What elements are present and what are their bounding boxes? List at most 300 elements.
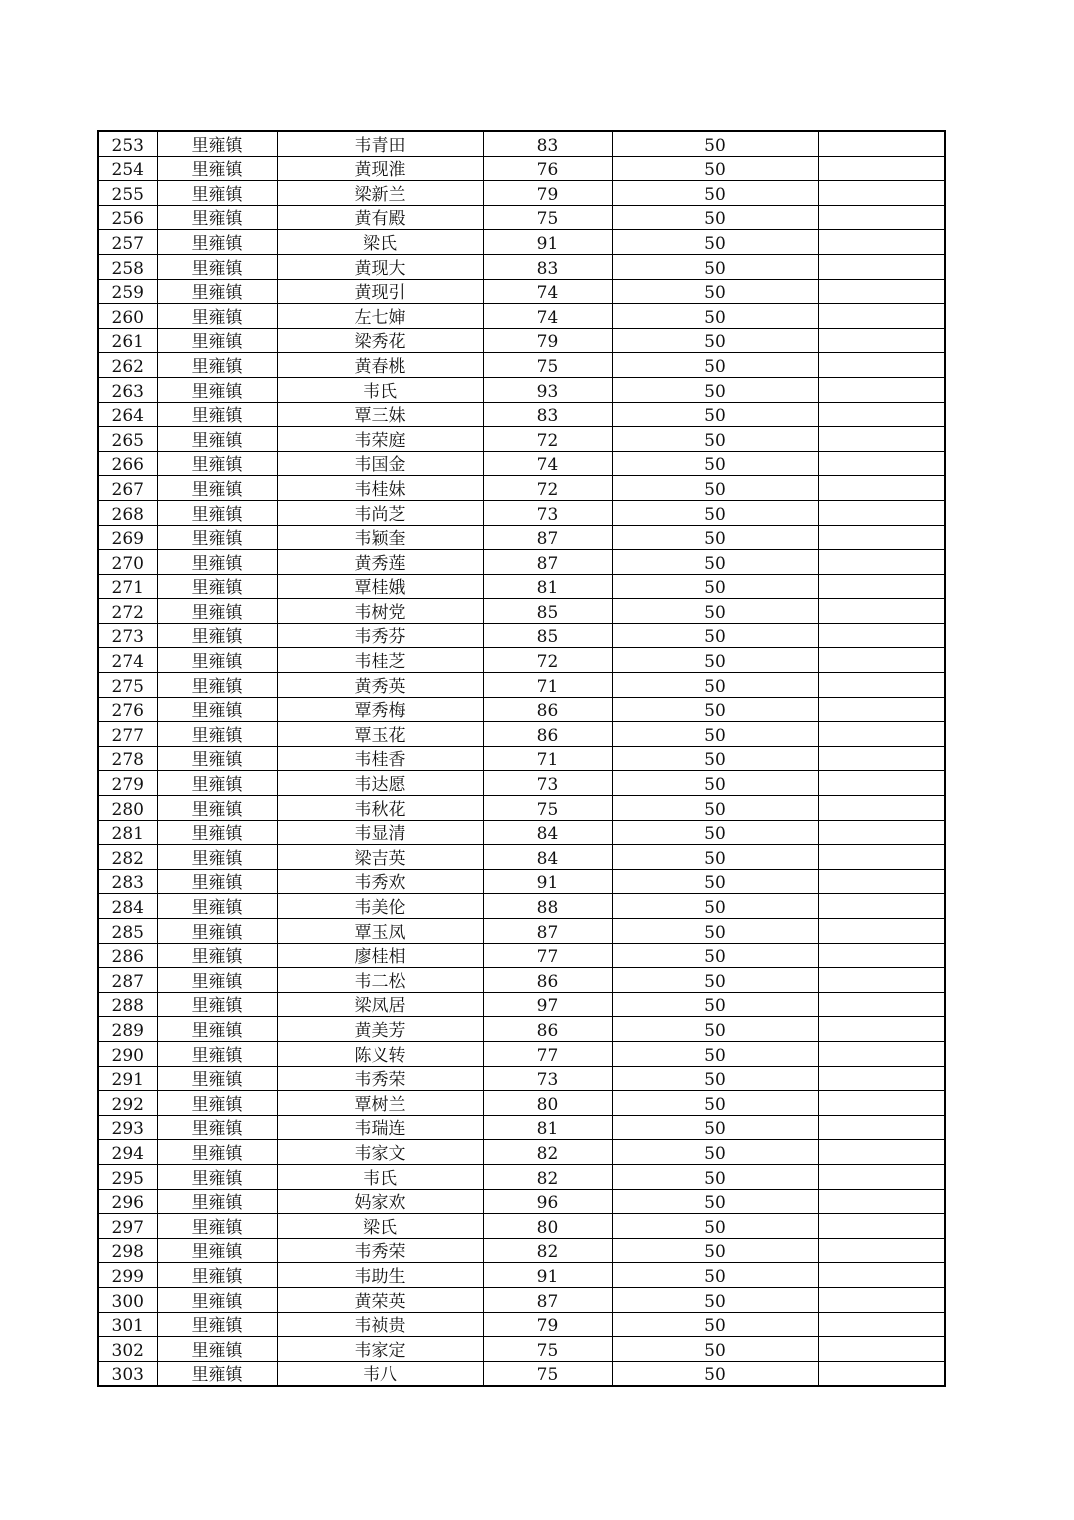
table-row (98, 943, 945, 968)
table-row (98, 377, 945, 402)
note-cell (818, 550, 945, 575)
town-cell: 里雍镇 (157, 697, 277, 722)
name-cell: 覃秀梅 (277, 697, 483, 722)
note-cell (818, 1091, 945, 1116)
age-cell: 85 (483, 623, 612, 648)
note-cell (818, 131, 945, 156)
age-cell: 86 (483, 722, 612, 747)
table-row (98, 845, 945, 870)
name-cell: 韦桂香 (277, 746, 483, 771)
row-number-cell: 299 (98, 1263, 157, 1288)
town-cell: 里雍镇 (157, 869, 277, 894)
age-cell: 93 (483, 377, 612, 402)
row-number-cell: 282 (98, 845, 157, 870)
age-cell: 74 (483, 451, 612, 476)
age-cell: 88 (483, 894, 612, 919)
age-cell: 79 (483, 328, 612, 353)
name-cell: 黄秀莲 (277, 550, 483, 575)
amount-cell: 50 (612, 673, 818, 698)
amount-cell: 50 (612, 1041, 818, 1066)
table-row (98, 673, 945, 698)
note-cell (818, 1164, 945, 1189)
table-row (98, 1017, 945, 1042)
name-cell: 梁新兰 (277, 181, 483, 206)
row-number-cell: 286 (98, 943, 157, 968)
age-cell: 79 (483, 1312, 612, 1337)
name-cell: 覃三妹 (277, 402, 483, 427)
amount-cell: 50 (612, 427, 818, 452)
row-number-cell: 284 (98, 894, 157, 919)
age-cell: 71 (483, 746, 612, 771)
town-cell: 里雍镇 (157, 1238, 277, 1263)
table-body (98, 131, 945, 1386)
table-row (98, 353, 945, 378)
row-number-cell: 271 (98, 574, 157, 599)
age-cell: 87 (483, 919, 612, 944)
amount-cell: 50 (612, 500, 818, 525)
row-number-cell: 267 (98, 476, 157, 501)
row-number-cell: 265 (98, 427, 157, 452)
age-cell: 87 (483, 1287, 612, 1312)
row-number-cell: 259 (98, 279, 157, 304)
town-cell: 里雍镇 (157, 919, 277, 944)
row-number-cell: 279 (98, 771, 157, 796)
name-cell: 韦荣庭 (277, 427, 483, 452)
amount-cell: 50 (612, 648, 818, 673)
name-cell: 韦桂妹 (277, 476, 483, 501)
row-number-cell: 260 (98, 304, 157, 329)
amount-cell: 50 (612, 599, 818, 624)
amount-cell: 50 (612, 869, 818, 894)
age-cell: 73 (483, 1066, 612, 1091)
note-cell (818, 1312, 945, 1337)
amount-cell: 50 (612, 304, 818, 329)
note-cell (818, 648, 945, 673)
amount-cell: 50 (612, 943, 818, 968)
amount-cell: 50 (612, 1312, 818, 1337)
row-number-cell: 292 (98, 1091, 157, 1116)
name-cell: 韦八 (277, 1361, 483, 1386)
name-cell: 覃桂娥 (277, 574, 483, 599)
town-cell: 里雍镇 (157, 1091, 277, 1116)
name-cell: 韦秀欢 (277, 869, 483, 894)
name-cell: 陈义转 (277, 1041, 483, 1066)
name-cell: 韦国金 (277, 451, 483, 476)
town-cell: 里雍镇 (157, 254, 277, 279)
amount-cell: 50 (612, 377, 818, 402)
town-cell: 里雍镇 (157, 943, 277, 968)
amount-cell: 50 (612, 1091, 818, 1116)
amount-cell: 50 (612, 254, 818, 279)
name-cell: 韦家定 (277, 1337, 483, 1362)
age-cell: 73 (483, 500, 612, 525)
row-number-cell: 293 (98, 1115, 157, 1140)
table-row (98, 427, 945, 452)
note-cell (818, 574, 945, 599)
age-cell: 80 (483, 1091, 612, 1116)
table-row (98, 304, 945, 329)
age-cell: 82 (483, 1238, 612, 1263)
table-row (98, 599, 945, 624)
town-cell: 里雍镇 (157, 353, 277, 378)
age-cell: 84 (483, 820, 612, 845)
age-cell: 72 (483, 648, 612, 673)
age-cell: 91 (483, 869, 612, 894)
amount-cell: 50 (612, 968, 818, 993)
name-cell: 韦助生 (277, 1263, 483, 1288)
name-cell: 黄现大 (277, 254, 483, 279)
name-cell: 黄美芳 (277, 1017, 483, 1042)
name-cell: 韦秀荣 (277, 1238, 483, 1263)
table-row (98, 697, 945, 722)
town-cell: 里雍镇 (157, 1337, 277, 1362)
note-cell (818, 427, 945, 452)
amount-cell: 50 (612, 1017, 818, 1042)
name-cell: 韦二松 (277, 968, 483, 993)
town-cell: 里雍镇 (157, 451, 277, 476)
row-number-cell: 261 (98, 328, 157, 353)
age-cell: 91 (483, 1263, 612, 1288)
table-row (98, 623, 945, 648)
amount-cell: 50 (612, 550, 818, 575)
row-number-cell: 302 (98, 1337, 157, 1362)
amount-cell: 50 (612, 1115, 818, 1140)
town-cell: 里雍镇 (157, 623, 277, 648)
age-cell: 86 (483, 968, 612, 993)
name-cell: 梁氏 (277, 230, 483, 255)
row-number-cell: 295 (98, 1164, 157, 1189)
town-cell: 里雍镇 (157, 574, 277, 599)
row-number-cell: 300 (98, 1287, 157, 1312)
name-cell: 梁凤居 (277, 992, 483, 1017)
town-cell: 里雍镇 (157, 181, 277, 206)
name-cell: 黄现淮 (277, 156, 483, 181)
note-cell (818, 1066, 945, 1091)
row-number-cell: 257 (98, 230, 157, 255)
amount-cell: 50 (612, 697, 818, 722)
amount-cell: 50 (612, 771, 818, 796)
town-cell: 里雍镇 (157, 648, 277, 673)
note-cell (818, 205, 945, 230)
town-cell: 里雍镇 (157, 722, 277, 747)
age-cell: 73 (483, 771, 612, 796)
amount-cell: 50 (612, 820, 818, 845)
town-cell: 里雍镇 (157, 550, 277, 575)
name-cell: 覃树兰 (277, 1091, 483, 1116)
table-row (98, 574, 945, 599)
note-cell (818, 992, 945, 1017)
amount-cell: 50 (612, 525, 818, 550)
table-row (98, 550, 945, 575)
note-cell (818, 697, 945, 722)
amount-cell: 50 (612, 1263, 818, 1288)
note-cell (818, 1287, 945, 1312)
town-cell: 里雍镇 (157, 820, 277, 845)
amount-cell: 50 (612, 156, 818, 181)
table-row (98, 131, 945, 156)
note-cell (818, 500, 945, 525)
table-row (98, 525, 945, 550)
town-cell: 里雍镇 (157, 427, 277, 452)
table-row (98, 1361, 945, 1386)
row-number-cell: 276 (98, 697, 157, 722)
row-number-cell: 290 (98, 1041, 157, 1066)
row-number-cell: 254 (98, 156, 157, 181)
table-row (98, 1312, 945, 1337)
note-cell (818, 845, 945, 870)
table-row (98, 500, 945, 525)
name-cell: 妈家欢 (277, 1189, 483, 1214)
note-cell (818, 1263, 945, 1288)
town-cell: 里雍镇 (157, 894, 277, 919)
note-cell (818, 919, 945, 944)
row-number-cell: 303 (98, 1361, 157, 1386)
town-cell: 里雍镇 (157, 279, 277, 304)
town-cell: 里雍镇 (157, 230, 277, 255)
table-row (98, 820, 945, 845)
age-cell: 77 (483, 943, 612, 968)
note-cell (818, 968, 945, 993)
age-cell: 82 (483, 1164, 612, 1189)
table-row (98, 1337, 945, 1362)
age-cell: 83 (483, 254, 612, 279)
name-cell: 韦氏 (277, 1164, 483, 1189)
table-row (98, 156, 945, 181)
name-cell: 梁吉英 (277, 845, 483, 870)
row-number-cell: 256 (98, 205, 157, 230)
note-cell (818, 1140, 945, 1165)
name-cell: 黄春桃 (277, 353, 483, 378)
row-number-cell: 301 (98, 1312, 157, 1337)
note-cell (818, 377, 945, 402)
note-cell (818, 353, 945, 378)
amount-cell: 50 (612, 1164, 818, 1189)
note-cell (818, 328, 945, 353)
amount-cell: 50 (612, 353, 818, 378)
note-cell (818, 771, 945, 796)
town-cell: 里雍镇 (157, 746, 277, 771)
table-row (98, 1164, 945, 1189)
name-cell: 梁氏 (277, 1214, 483, 1239)
amount-cell: 50 (612, 1066, 818, 1091)
age-cell: 80 (483, 1214, 612, 1239)
town-cell: 里雍镇 (157, 845, 277, 870)
age-cell: 75 (483, 353, 612, 378)
name-cell: 韦美伦 (277, 894, 483, 919)
roster-table (97, 130, 946, 1387)
row-number-cell: 263 (98, 377, 157, 402)
name-cell: 韦祯贵 (277, 1312, 483, 1337)
note-cell (818, 1361, 945, 1386)
amount-cell: 50 (612, 1337, 818, 1362)
row-number-cell: 291 (98, 1066, 157, 1091)
table-row (98, 402, 945, 427)
note-cell (818, 156, 945, 181)
age-cell: 85 (483, 599, 612, 624)
town-cell: 里雍镇 (157, 500, 277, 525)
name-cell: 韦瑞连 (277, 1115, 483, 1140)
age-cell: 91 (483, 230, 612, 255)
row-number-cell: 278 (98, 746, 157, 771)
row-number-cell: 275 (98, 673, 157, 698)
table-row (98, 1189, 945, 1214)
town-cell: 里雍镇 (157, 968, 277, 993)
town-cell: 里雍镇 (157, 1115, 277, 1140)
age-cell: 71 (483, 673, 612, 698)
name-cell: 韦达愿 (277, 771, 483, 796)
age-cell: 75 (483, 1337, 612, 1362)
table-row (98, 1066, 945, 1091)
table-row (98, 968, 945, 993)
name-cell: 韦秀芬 (277, 623, 483, 648)
town-cell: 里雍镇 (157, 1140, 277, 1165)
note-cell (818, 1238, 945, 1263)
note-cell (818, 1337, 945, 1362)
row-number-cell: 283 (98, 869, 157, 894)
amount-cell: 50 (612, 623, 818, 648)
age-cell: 74 (483, 304, 612, 329)
town-cell: 里雍镇 (157, 1361, 277, 1386)
note-cell (818, 181, 945, 206)
note-cell (818, 1017, 945, 1042)
amount-cell: 50 (612, 279, 818, 304)
note-cell (818, 894, 945, 919)
table-row (98, 722, 945, 747)
age-cell: 87 (483, 550, 612, 575)
amount-cell: 50 (612, 1361, 818, 1386)
age-cell: 81 (483, 1115, 612, 1140)
note-cell (818, 476, 945, 501)
age-cell: 97 (483, 992, 612, 1017)
table-row (98, 796, 945, 821)
note-cell (818, 1115, 945, 1140)
age-cell: 74 (483, 279, 612, 304)
town-cell: 里雍镇 (157, 1263, 277, 1288)
amount-cell: 50 (612, 746, 818, 771)
amount-cell: 50 (612, 451, 818, 476)
town-cell: 里雍镇 (157, 1214, 277, 1239)
amount-cell: 50 (612, 574, 818, 599)
note-cell (818, 722, 945, 747)
amount-cell: 50 (612, 1189, 818, 1214)
age-cell: 75 (483, 205, 612, 230)
note-cell (818, 1189, 945, 1214)
table-row (98, 476, 945, 501)
town-cell: 里雍镇 (157, 476, 277, 501)
amount-cell: 50 (612, 1287, 818, 1312)
amount-cell: 50 (612, 230, 818, 255)
town-cell: 里雍镇 (157, 1164, 277, 1189)
table-row (98, 648, 945, 673)
age-cell: 76 (483, 156, 612, 181)
table-row (98, 205, 945, 230)
row-number-cell: 274 (98, 648, 157, 673)
age-cell: 72 (483, 476, 612, 501)
town-cell: 里雍镇 (157, 156, 277, 181)
row-number-cell: 255 (98, 181, 157, 206)
town-cell: 里雍镇 (157, 992, 277, 1017)
age-cell: 96 (483, 1189, 612, 1214)
town-cell: 里雍镇 (157, 1287, 277, 1312)
note-cell (818, 796, 945, 821)
table-row (98, 254, 945, 279)
age-cell: 86 (483, 1017, 612, 1042)
amount-cell: 50 (612, 1238, 818, 1263)
row-number-cell: 287 (98, 968, 157, 993)
name-cell: 黄荣英 (277, 1287, 483, 1312)
note-cell (818, 279, 945, 304)
table-row (98, 746, 945, 771)
table-row (98, 1115, 945, 1140)
row-number-cell: 298 (98, 1238, 157, 1263)
town-cell: 里雍镇 (157, 131, 277, 156)
row-number-cell: 296 (98, 1189, 157, 1214)
row-number-cell: 285 (98, 919, 157, 944)
town-cell: 里雍镇 (157, 402, 277, 427)
age-cell: 79 (483, 181, 612, 206)
table-row (98, 1091, 945, 1116)
note-cell (818, 746, 945, 771)
amount-cell: 50 (612, 894, 818, 919)
town-cell: 里雍镇 (157, 1312, 277, 1337)
row-number-cell: 297 (98, 1214, 157, 1239)
row-number-cell: 280 (98, 796, 157, 821)
town-cell: 里雍镇 (157, 673, 277, 698)
table-row (98, 328, 945, 353)
town-cell: 里雍镇 (157, 796, 277, 821)
town-cell: 里雍镇 (157, 1189, 277, 1214)
amount-cell: 50 (612, 476, 818, 501)
row-number-cell: 277 (98, 722, 157, 747)
age-cell: 83 (483, 402, 612, 427)
note-cell (818, 1041, 945, 1066)
table-row (98, 181, 945, 206)
age-cell: 75 (483, 1361, 612, 1386)
table-row (98, 230, 945, 255)
table-row (98, 1214, 945, 1239)
town-cell: 里雍镇 (157, 205, 277, 230)
amount-cell: 50 (612, 845, 818, 870)
row-number-cell: 268 (98, 500, 157, 525)
note-cell (818, 820, 945, 845)
table-row (98, 451, 945, 476)
note-cell (818, 304, 945, 329)
note-cell (818, 623, 945, 648)
note-cell (818, 869, 945, 894)
row-number-cell: 288 (98, 992, 157, 1017)
name-cell: 黄现引 (277, 279, 483, 304)
name-cell: 黄有殿 (277, 205, 483, 230)
name-cell: 左七婶 (277, 304, 483, 329)
town-cell: 里雍镇 (157, 1066, 277, 1091)
name-cell: 梁秀花 (277, 328, 483, 353)
name-cell: 廖桂相 (277, 943, 483, 968)
name-cell: 韦颖奎 (277, 525, 483, 550)
amount-cell: 50 (612, 919, 818, 944)
row-number-cell: 272 (98, 599, 157, 624)
age-cell: 77 (483, 1041, 612, 1066)
town-cell: 里雍镇 (157, 304, 277, 329)
name-cell: 韦秀荣 (277, 1066, 483, 1091)
row-number-cell: 273 (98, 623, 157, 648)
row-number-cell: 266 (98, 451, 157, 476)
row-number-cell: 270 (98, 550, 157, 575)
name-cell: 韦氏 (277, 377, 483, 402)
age-cell: 82 (483, 1140, 612, 1165)
row-number-cell: 281 (98, 820, 157, 845)
table-row (98, 1140, 945, 1165)
amount-cell: 50 (612, 1214, 818, 1239)
